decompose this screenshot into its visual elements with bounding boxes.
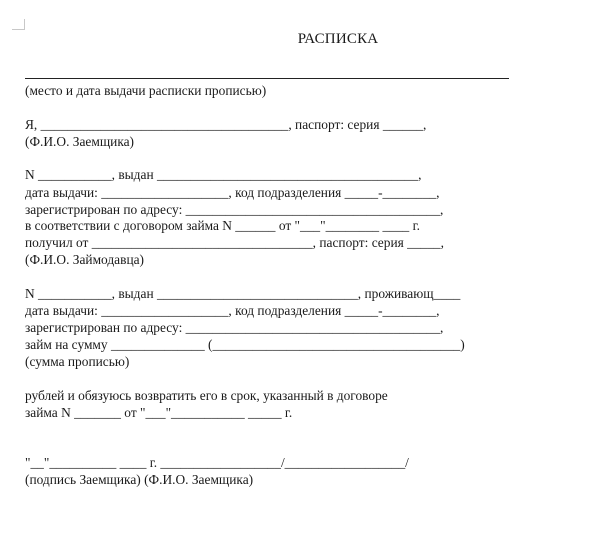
lender-name-line: получил от _________________________________, паспорт: серия _____,	[25, 235, 444, 250]
lender-issue-date-line: дата выдачи: ___________________, код подразделения _____-________,	[25, 303, 440, 318]
lender-passport-line: N ___________, выдан ______________________________, проживающ____	[25, 286, 461, 301]
lender-name-caption: (Ф.И.О. Займодавца)	[25, 252, 145, 267]
borrower-name-line: Я, _____________________________________, паспорт: серия ______,	[25, 117, 427, 132]
lender-address-line: зарегистрирован по адресу: ______________________________________,	[25, 320, 444, 335]
loan-agreement-line: в соответствии с договором займа N ______ от "___"________ ____ г.	[25, 218, 420, 233]
borrower-address-line: зарегистрирован по адресу: ______________________________________,	[25, 202, 444, 217]
signature-line: "__"__________ ____ г. __________________/__________________/	[25, 455, 409, 470]
borrower-issue-date-line: дата выдачи: ___________________, код подразделения _____-________,	[25, 185, 440, 200]
loan-amount-line: займ на сумму ______________ (_____________________________________)	[25, 337, 465, 352]
borrower-passport-line: N ___________, выдан _______________________________________,	[25, 167, 422, 182]
place-date-caption: (место и дата выдачи расписки прописью)	[25, 83, 267, 98]
page-corner-mark	[12, 19, 25, 30]
repayment-obligation-line: рублей и обязуюсь возвратить его в срок, указанный в договоре	[25, 388, 388, 403]
loan-amount-caption: (сумма прописью)	[25, 354, 130, 369]
document-title: РАСПИСКА	[297, 31, 379, 47]
borrower-name-caption: (Ф.И.О. Заемщика)	[25, 134, 135, 149]
signature-caption: (подпись Заемщика) (Ф.И.О. Заемщика)	[25, 472, 254, 487]
repayment-agreement-line: займа N _______ от "___"___________ _____ г.	[25, 405, 293, 420]
place-date-blank-line	[25, 78, 509, 79]
